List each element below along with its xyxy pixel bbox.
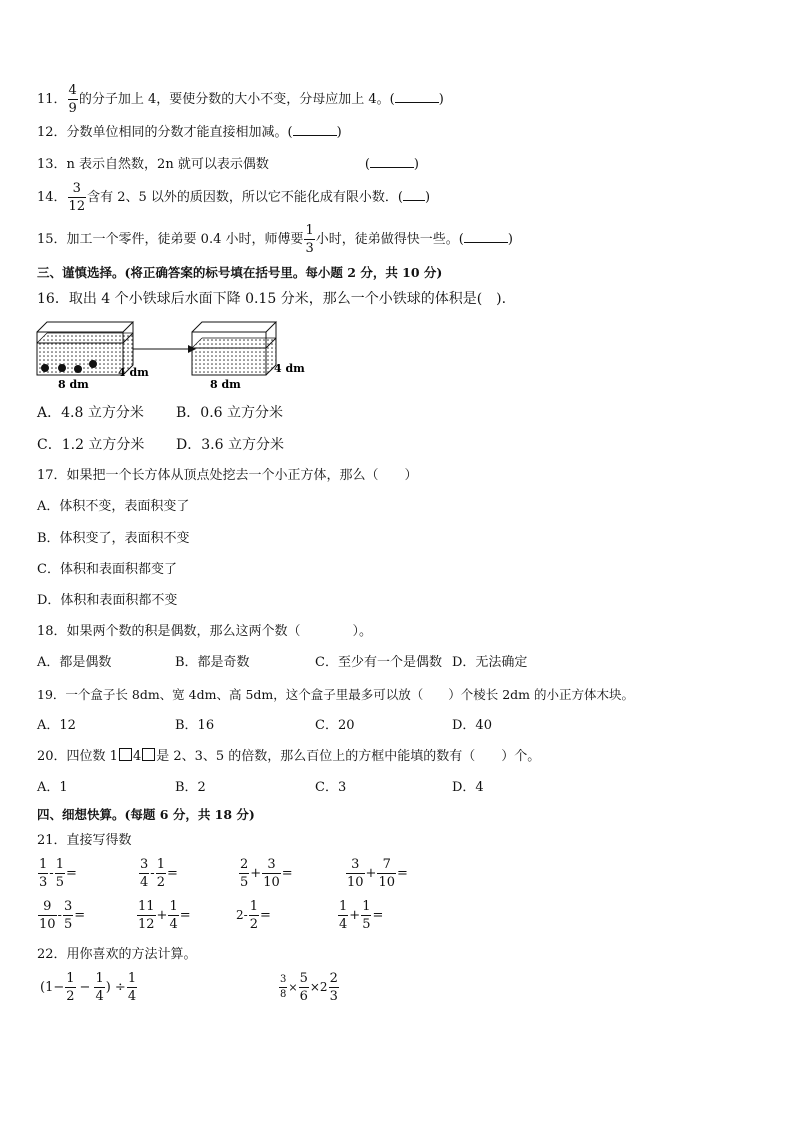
iron-ball <box>41 364 49 372</box>
tank-figure <box>34 318 314 394</box>
digit-box[interactable] <box>142 748 155 761</box>
q20-option-a[interactable]: A．1 <box>37 780 68 795</box>
q16-option-c[interactable]: C．1.2 立方分米 <box>37 437 145 453</box>
expression-8: $\frac{1}{4}$ + $\frac{1}{5}$ = <box>339 899 384 932</box>
expression-3: $\frac{2}{5}$ + $\frac{3}{10}$ = <box>240 857 293 890</box>
iron-ball <box>58 364 66 372</box>
q18-option-b[interactable]: B．都是奇数 <box>175 655 250 670</box>
right-height-label: 4 dm <box>274 362 305 375</box>
q19-option-a[interactable]: A．12 <box>37 718 76 733</box>
question-13 <box>37 156 419 174</box>
q20-option-b[interactable]: B．2 <box>175 780 206 795</box>
question-17: 17．如果把一个长方体从顶点处挖去一个小正方体，那么（ ） <box>37 468 418 483</box>
question-text: 20．四位数 1 <box>37 749 118 764</box>
paren: ) <box>438 92 444 107</box>
paren: ( <box>364 157 370 172</box>
question-text: 12．分数单位相同的分数才能直接相加减。( <box>37 125 293 140</box>
question-text: 小时，徒弟做得快一些。( <box>315 232 464 247</box>
left-height-label: 4 dm <box>118 366 149 379</box>
calc-expression-1: (1− $\frac{1}{2}$ − $\frac{1}{4}$ ) ÷ $\frac{1}{4}$ <box>40 971 137 1004</box>
q18-option-a[interactable]: A．都是偶数 <box>37 655 112 670</box>
answer-blank[interactable] <box>403 190 425 201</box>
question-text: 13．n 表示自然数，2n 就可以表示偶数 <box>37 157 269 172</box>
q16-option-d[interactable]: D．3.6 立方分米 <box>176 437 284 453</box>
question-text: 是 2、3、5 的倍数，那么百位上的方框中能填的数有（ ）个。 <box>156 749 541 764</box>
right-length-label: 8 dm <box>210 378 241 391</box>
section-3-heading: 三、谨慎选择。(将正确答案的标号填在括号里。每小题 2 分，共 10 分) <box>37 265 443 280</box>
digit-box[interactable] <box>119 748 132 761</box>
q18-option-d[interactable]: D．无法确定 <box>452 655 528 670</box>
paren: ) <box>424 190 431 205</box>
question-11 <box>37 84 444 115</box>
q18-option-c[interactable]: C．至少有一个是偶数 <box>315 655 442 670</box>
question-12 <box>37 124 342 142</box>
expression-4: $\frac{3}{10}$ + $\frac{7}{10}$ = <box>347 857 408 890</box>
answer-blank[interactable] <box>395 92 439 103</box>
paren: ) <box>336 125 342 140</box>
expression-7: 2- $\frac{1}{2}$ = <box>236 899 271 932</box>
question-15 <box>37 224 513 255</box>
q19-option-b[interactable]: B．16 <box>175 718 215 733</box>
q17-option-a[interactable]: A．体积不变，表面积变了 <box>37 499 190 514</box>
expression-5: $\frac{9}{10}$ - $\frac{3}{5}$ = <box>39 899 86 932</box>
question-22: 22．用你喜欢的方法计算。 <box>37 947 197 962</box>
q16-option-a[interactable]: A．4.8 立方分米 <box>37 405 144 421</box>
q17-option-d[interactable]: D．体积和表面积都不变 <box>37 593 178 608</box>
iron-ball <box>74 365 82 373</box>
left-tank <box>37 322 149 391</box>
q17-option-b[interactable]: B．体积变了，表面积不变 <box>37 531 190 546</box>
paren: ) <box>507 232 513 247</box>
q16-option-b[interactable]: B．0.6 立方分米 <box>176 405 284 421</box>
arrow <box>133 345 196 353</box>
q19-option-c[interactable]: C．20 <box>315 718 355 733</box>
left-length-label: 8 dm <box>58 378 89 391</box>
fraction: $\frac{3}{12}$ <box>68 181 86 214</box>
answer-blank[interactable] <box>293 125 337 136</box>
q19-option-d[interactable]: D．40 <box>452 718 492 733</box>
question-number: 11． <box>37 92 67 107</box>
question-text: 含有 2、5 以外的质因数，所以它不能化成有限小数．( <box>87 190 403 205</box>
fraction: $\frac{4}{9}$ <box>68 83 77 116</box>
q20-option-c[interactable]: C．3 <box>315 780 347 795</box>
expression-6: $\frac{11}{12}$ + $\frac{1}{4}$ = <box>138 899 191 932</box>
question-text: 4 <box>132 749 142 764</box>
question-text: 15．加工一个零件，徒弟要 0.4 小时，师傅要 <box>37 232 304 247</box>
expression-1: $\frac{1}{3}$ - $\frac{1}{5}$ = <box>39 857 77 890</box>
question-14 <box>37 182 430 213</box>
q17-option-c[interactable]: C．体积和表面积都变了 <box>37 562 177 577</box>
fraction: $\frac{1}{3}$ <box>305 223 314 256</box>
iron-ball <box>89 360 97 368</box>
paren: ) <box>413 157 419 172</box>
question-19: 19．一个盒子长 8dm、宽 4dm、高 5dm，这个盒子里最多可以放（ ）个棱长 2dm 的小正方体木块。 <box>37 687 635 702</box>
answer-blank[interactable] <box>370 157 414 168</box>
answer-blank[interactable] <box>464 232 508 243</box>
question-16: 16．取出 4 个小铁球后水面下降 0.15 分米，那么一个小铁球的体积是( ). <box>37 291 507 307</box>
calc-expression-2: $\frac{3}{8}$ × $\frac{5}{6}$ ×2 $\frac{2}{3}$ <box>280 971 338 1004</box>
right-tank <box>192 322 305 391</box>
q20-option-d[interactable]: D．4 <box>452 780 484 795</box>
question-number: 14． <box>37 190 67 205</box>
expression-2: $\frac{3}{4}$ - $\frac{1}{2}$ = <box>140 857 178 890</box>
question-20 <box>37 748 540 766</box>
question-21: 21．直接写得数 <box>37 833 132 848</box>
question-18: 18．如果两个数的积是偶数，那么这两个数（ ）。 <box>37 624 373 639</box>
question-text: 的分子加上 4，要使分数的大小不变，分母应加上 4。( <box>78 92 395 107</box>
section-4-heading: 四、细想快算。(每题 6 分，共 18 分) <box>37 807 255 822</box>
